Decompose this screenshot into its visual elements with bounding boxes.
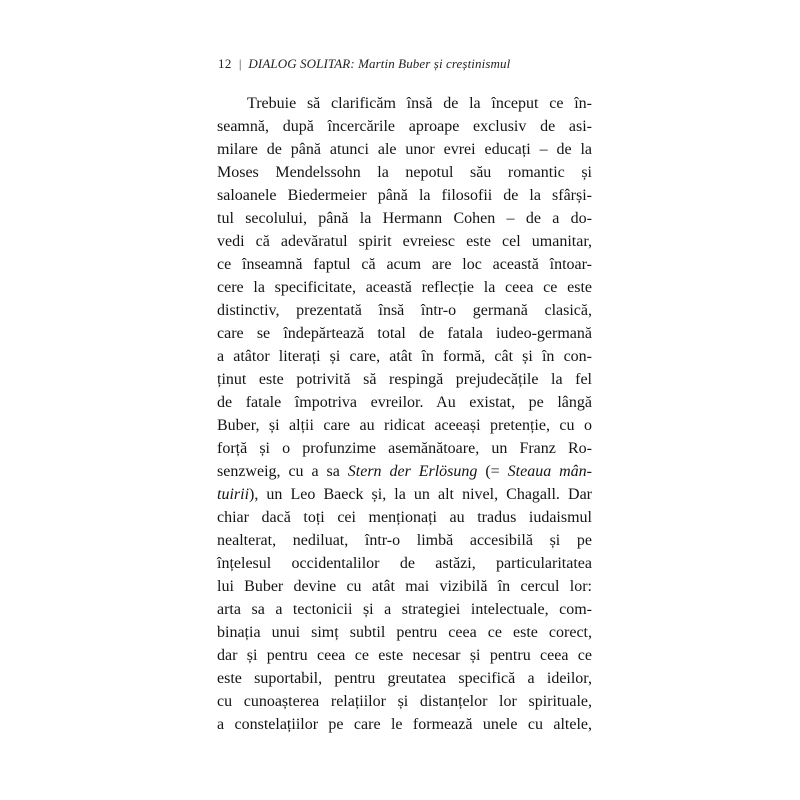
text-segment: Moses Mendelssohn la nepotul său romantic și: [217, 164, 592, 181]
text-line: [217, 437, 592, 460]
text-line: [217, 414, 592, 437]
text-segment: senzweig, cu a sa: [217, 463, 348, 480]
text-line: [217, 713, 592, 736]
text-segment: de fatale împotriva evreilor. Au existat, pe lângă: [217, 394, 592, 411]
text-segment: a constelațiilor pe care le formează unele cu altele,: [217, 716, 592, 733]
text-segment: ținut este potrivită să respingă prejudecățile la fel: [217, 371, 592, 388]
text-line: [217, 667, 592, 690]
text-line: [217, 299, 592, 322]
text-segment: (=: [477, 463, 508, 480]
text-segment: chiar dacă toți cei menționați au tradus iudaismul: [217, 509, 592, 526]
text-segment: vedi că adevăratul spirit evreiesc este cel umanitar,: [217, 233, 592, 250]
text-line: [217, 575, 592, 598]
text-line: [217, 368, 592, 391]
text-line: [217, 207, 592, 230]
text-line: [217, 529, 592, 552]
text-segment: milare de până atunci ale unor evrei educați – de la: [217, 141, 592, 158]
text-segment: tul secolului, până la Hermann Cohen – de a do-: [217, 210, 592, 227]
text-segment: înțelesul occidentalilor de astăzi, particularitatea: [217, 555, 592, 572]
text-line: [217, 621, 592, 644]
body-text: [217, 92, 592, 736]
text-line: [217, 690, 592, 713]
text-segment: ), un Leo Baeck și, la un alt nivel, Chagall. Dar: [249, 486, 592, 503]
text-segment: saloanele Biedermeier până la filosofii de la sfârși-: [217, 187, 592, 204]
text-line: [217, 644, 592, 667]
text-line: [217, 391, 592, 414]
text-line: [217, 115, 592, 138]
text-segment: Trebuie să clarificăm însă de la început ce în-: [247, 95, 592, 112]
text-segment-italic: tuirii: [217, 486, 250, 503]
text-line: [217, 483, 592, 506]
text-line: [217, 598, 592, 621]
text-line: [217, 322, 592, 345]
text-line: [217, 552, 592, 575]
text-line: [217, 276, 592, 299]
text-segment: lui Buber devine cu atât mai vizibilă în cercul lor:: [217, 578, 592, 595]
page-number: 12: [218, 56, 232, 71]
text-line: [217, 230, 592, 253]
page-header: [218, 56, 510, 72]
text-segment: arta sa a tectonicii și a strategiei intelectuale, com-: [217, 601, 592, 618]
header-separator: |: [238, 56, 242, 71]
text-segment: este suportabil, pentru greutatea specifică a ideilor,: [217, 670, 592, 687]
text-segment: cere la specificitate, această reflecție la ceea ce este: [217, 279, 592, 296]
text-line: [217, 253, 592, 276]
text-line: [217, 161, 592, 184]
text-line: [217, 345, 592, 368]
text-segment: a atâtor literați și care, atât în formă, cât și în con-: [217, 348, 592, 365]
text-segment: nealterat, nediluat, într-o limbă accesibilă și pe: [217, 532, 592, 549]
text-segment-italic: Steaua mân-: [507, 463, 592, 480]
text-segment: Buber, și alții care au ridicat aceeași pretenție, cu o: [217, 417, 592, 434]
running-title: DIALOG SOLITAR: Martin Buber și creștinismul: [248, 56, 511, 71]
text-segment: forță și o profunzime asemănătoare, un Franz Ro-: [217, 440, 592, 457]
text-line: [217, 506, 592, 529]
text-segment: cu cunoașterea relațiilor și distanțelor lor spirituale,: [217, 693, 592, 710]
text-line: [217, 138, 592, 161]
text-segment-italic: Stern der Erlösung: [347, 463, 478, 480]
text-segment: distinctiv, prezentată însă într-o germană clasică,: [217, 302, 592, 319]
text-segment: seamnă, după încercările aproape exclusiv de asi-: [217, 118, 592, 135]
text-line: [217, 460, 592, 483]
text-segment: ce înseamnă faptul că acum are loc această întoar-: [217, 256, 592, 273]
text-line: [217, 184, 592, 207]
text-segment: dar și pentru ceea ce este necesar și pentru ceea ce: [217, 647, 592, 664]
text-line: [217, 92, 592, 115]
text-segment: binația unui simț subtil pentru ceea ce este corect,: [217, 624, 592, 641]
text-segment: care se îndepărtează total de fatala iudeo-germană: [217, 325, 592, 342]
